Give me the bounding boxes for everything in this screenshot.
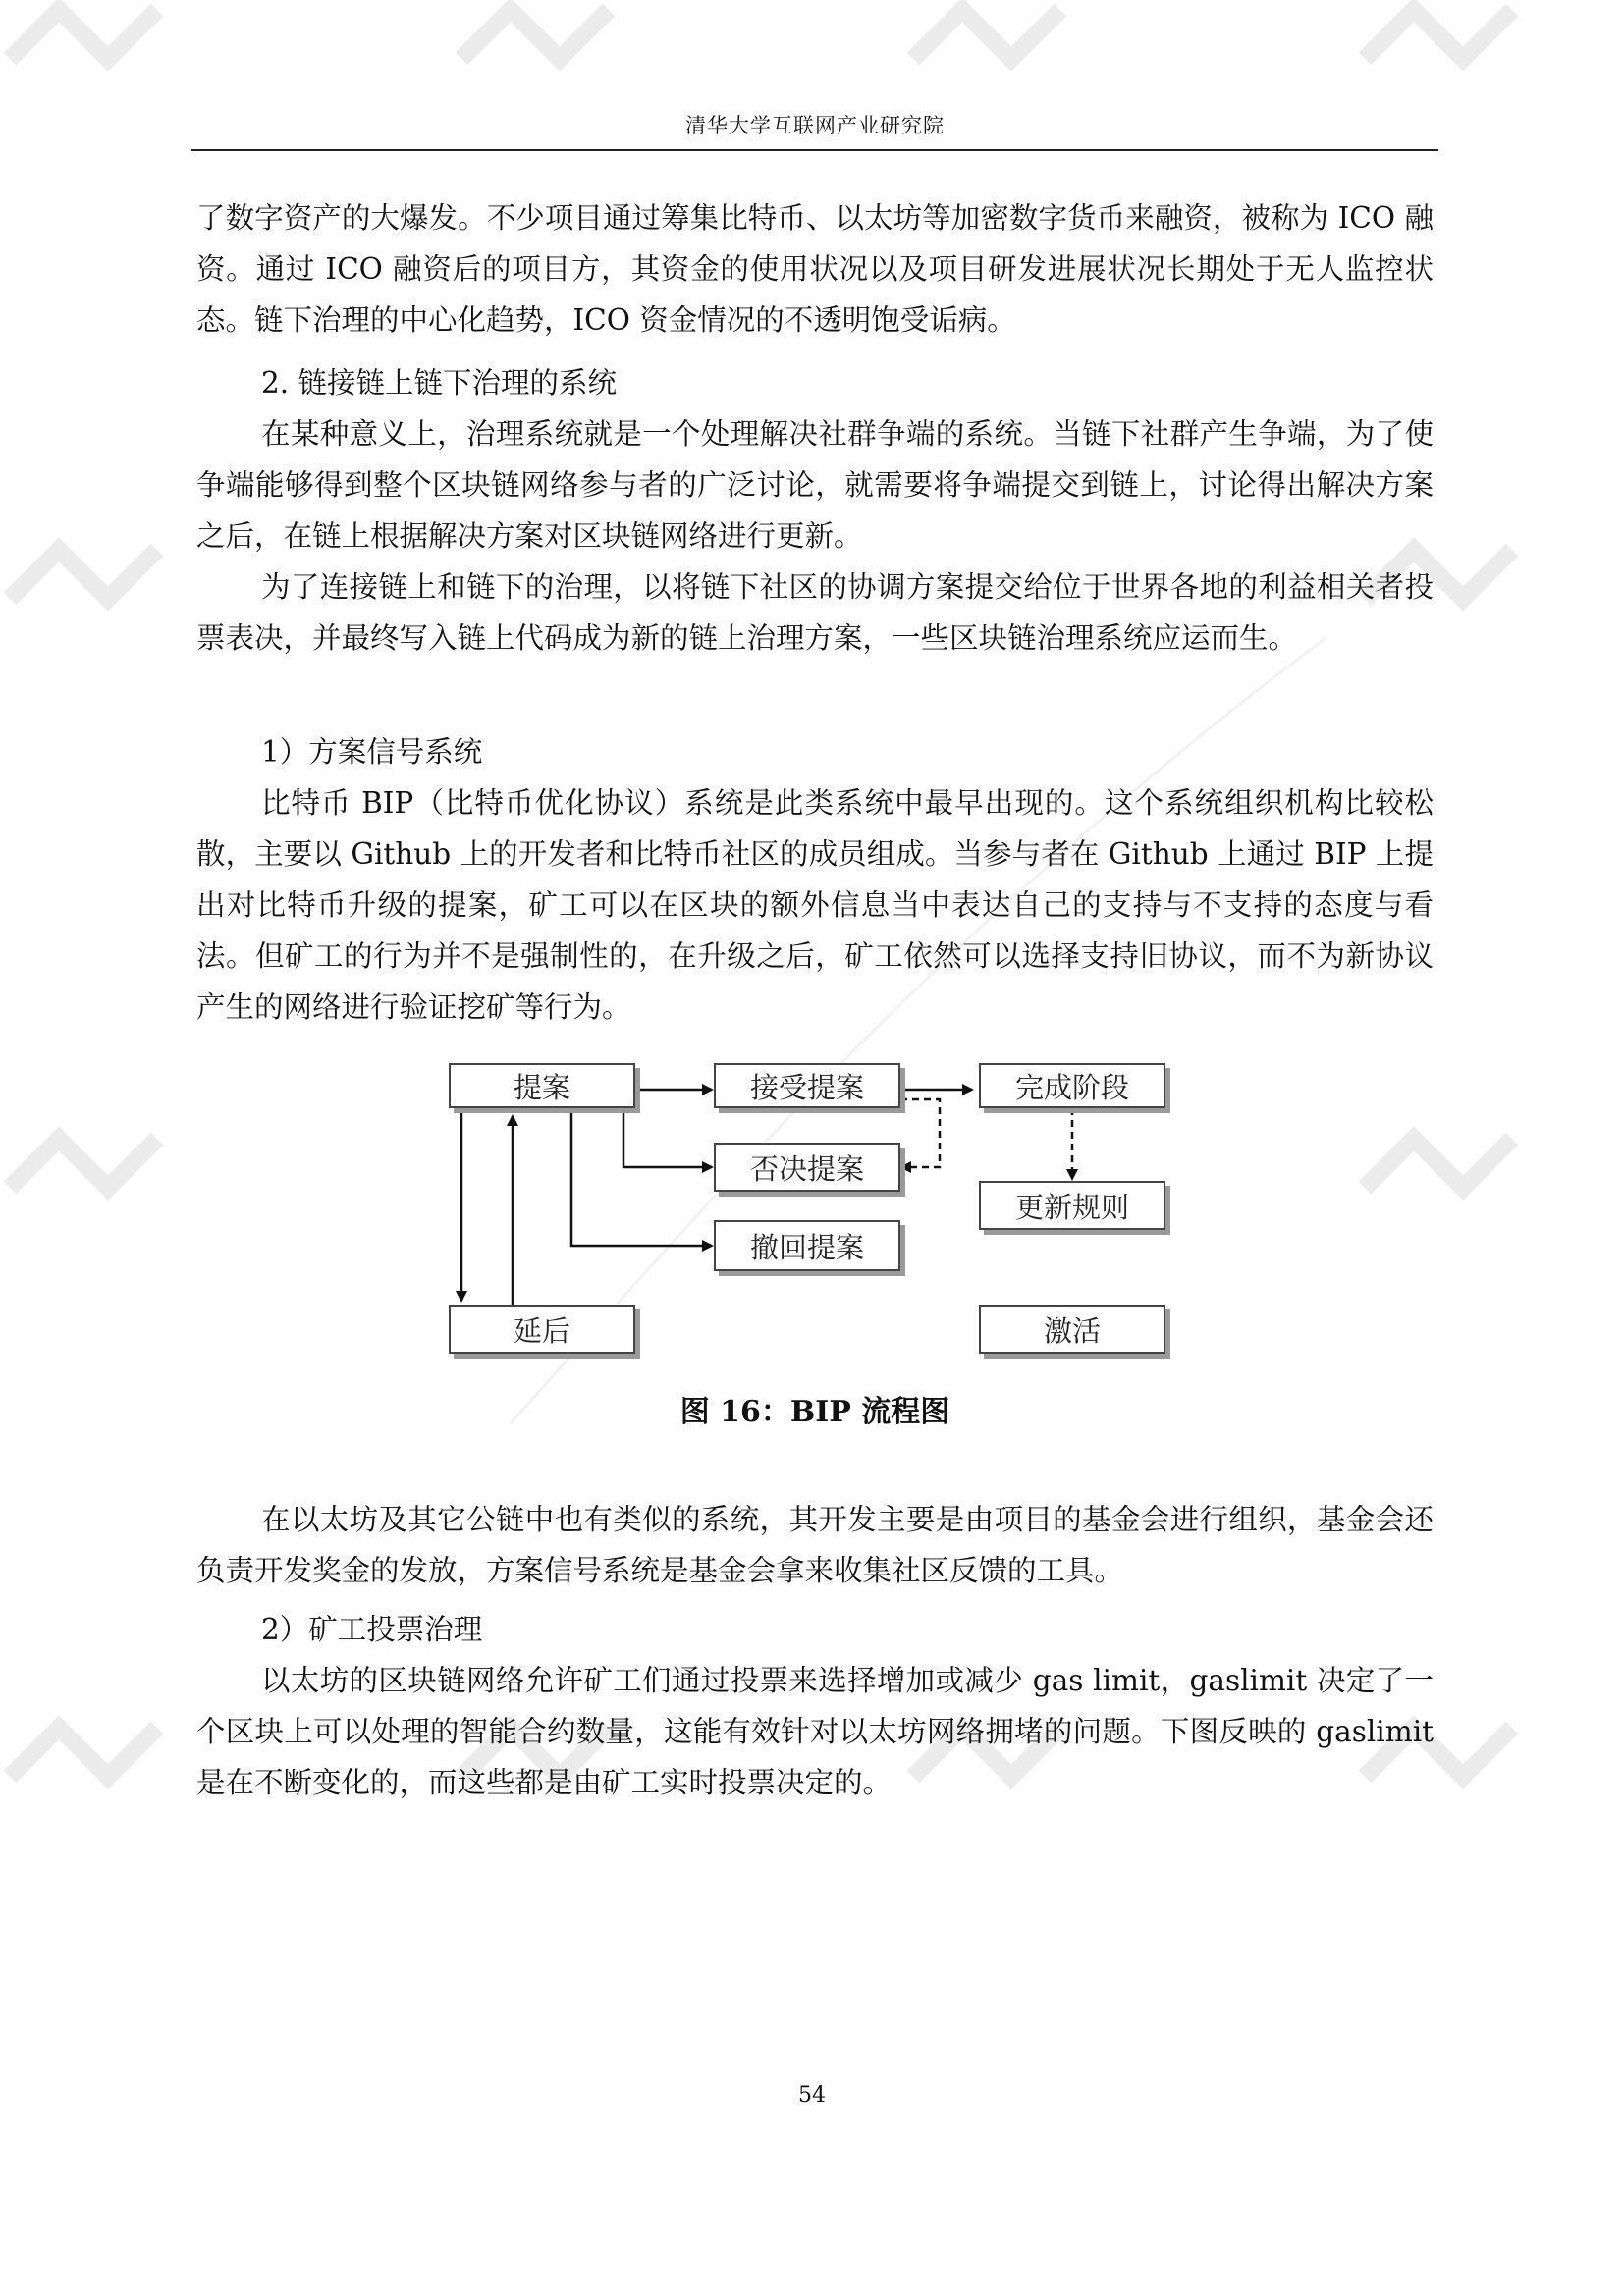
flow-box-activate: 激活 [979, 1305, 1165, 1354]
page-header: 清华大学互联网产业研究院 [685, 114, 945, 137]
arrow-proposal-to-withdraw [571, 1106, 712, 1246]
arrow-proposal-to-reject [623, 1106, 712, 1167]
flow-box-update: 更新规则 [979, 1181, 1165, 1230]
paragraph: 在以太坊及其它公链中也有类似的系统，其开发主要是由项目的基金会进行组织，基金会还负责开发奖金的发放，方案信号系统是基金会拿来收集社区反馈的工具。 [196, 1503, 1434, 1587]
flow-box-defer: 延后 [449, 1305, 635, 1354]
flow-box-proposal: 提案 [449, 1063, 635, 1108]
bip-flowchart [432, 1045, 1198, 1379]
paragraph: 比特币 BIP（比特币优化协议）系统是此类系统中最早出现的。这个系统组织机构比较松散，主要以 Github 上的开发者和比特币社区的成员组成。当参与者在 Github 上通过 BIP 上提出对比特币升级的提案，矿工可以在区块的额外信息当中表达自己的支持与不支持的态度与看法。但矿工的行为并不是强制性的，在升级之后，矿工依然可以选择支持旧协议，而不为新协议产生的网络进行验证挖矿等行为。 [196, 786, 1434, 1024]
paragraph: 为了连接链上和链下的治理，以将链下社区的协调方案提交给位于世界各地的利益相关者投票表决，并最终写入链上代码成为新的链上治理方案，一些区块链治理系统应运而生。 [196, 570, 1434, 655]
paragraph: 了数字资产的大爆发。不少项目通过筹集比特币、以太坊等加密数字货币来融资，被称为 ICO 融资。通过 ICO 融资后的项目方，其资金的使用状况以及项目研发进展状况长期处于无人监控状态。链下治理的中心化趋势，ICO 资金情况的不透明饱受诟病。 [196, 201, 1434, 337]
flow-box-final: 完成阶段 [979, 1063, 1165, 1108]
flow-box-reject: 否决提案 [714, 1143, 900, 1192]
flow-box-withdraw: 撤回提案 [714, 1220, 900, 1271]
subsection-heading: 1）方案信号系统 [261, 735, 483, 769]
arrow-accept-to-reject-dashed [900, 1099, 940, 1167]
figure-caption: 图 16：BIP 流程图 [679, 1395, 950, 1429]
header-divider [191, 149, 1438, 151]
subsection-heading: 2）矿工投票治理 [261, 1613, 483, 1646]
paragraph: 在某种意义上，治理系统就是一个处理解决社群争端的系统。当链下社群产生争端，为了使争端能够得到整个区块链网络参与者的广泛讨论，就需要将争端提交到链上，讨论得出解决方案之后，在链上根据解决方案对区块链网络进行更新。 [196, 417, 1434, 553]
paragraph: 以太坊的区块链网络允许矿工们通过投票来选择增加或减少 gas limit，gaslimit 决定了一个区块上可以处理的智能合约数量，这能有效针对以太坊网络拥堵的问题。下图反映的 gaslimit 是在不断变化的，而这些都是由矿工实时投票决定的。 [196, 1664, 1434, 1799]
flow-box-accept: 接受提案 [714, 1063, 900, 1108]
section-heading: 2. 链接链上链下治理的系统 [261, 366, 618, 400]
page-number: 54 [798, 2083, 826, 2108]
